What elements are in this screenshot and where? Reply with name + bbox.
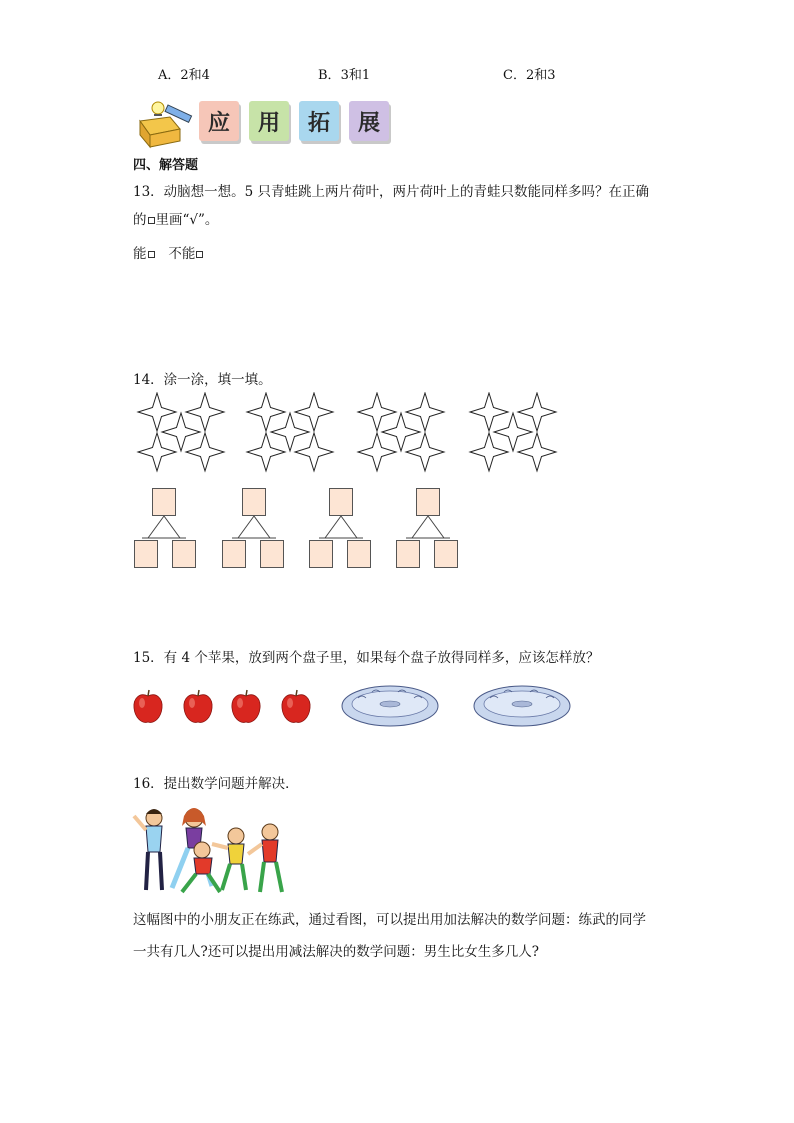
banner-char-2: 用 <box>249 101 289 141</box>
bond-part-box[interactable] <box>134 540 158 568</box>
option-a: A．2和4 <box>158 68 210 83</box>
q13-line2: 的 里画“√”。 <box>133 212 219 228</box>
bond-part-box[interactable] <box>172 540 196 568</box>
q15-text: 15．有 4 个苹果，放到两个盘子里，如果每个盘子放得同样多，应该怎样放？ <box>133 650 600 666</box>
q16-text: 16．提出数学问题并解决． <box>133 776 299 792</box>
answer-box-icon <box>148 217 155 224</box>
option-c: C．2和3 <box>503 68 556 83</box>
option-b: B．3和1 <box>318 68 371 83</box>
q16-para-line2: 一共有几人?还可以提出用减法解决的数学问题：男生比女生多几人? <box>133 944 539 960</box>
apples-plates-figure <box>130 680 580 730</box>
star-icon <box>494 413 532 451</box>
star-group-3 <box>358 393 444 471</box>
star-icon <box>382 413 420 451</box>
bond-total-box-2[interactable] <box>242 488 266 516</box>
bond-part-box[interactable] <box>260 540 284 568</box>
apple-icon <box>232 690 260 722</box>
star-icon <box>470 433 508 471</box>
star-group-4 <box>470 393 556 471</box>
bond-total-box-1[interactable] <box>152 488 176 516</box>
apple-icon <box>282 690 310 722</box>
star-icon <box>138 433 176 471</box>
banner-title <box>199 101 389 141</box>
banner-char-1: 应 <box>199 101 239 141</box>
star-icon <box>406 393 444 431</box>
toolbox-pencil-icon <box>134 99 198 151</box>
banner-char-4: 展 <box>349 101 389 141</box>
q16-para-line1: 这幅图中的小朋友正在练武，通过看图，可以提出用加法解决的数学问题：练武的同学 <box>133 912 646 928</box>
star-icon <box>162 413 200 451</box>
q13-choices: 能 不能 <box>133 244 204 264</box>
bond-part-box[interactable] <box>434 540 458 568</box>
star-group-1 <box>138 393 224 471</box>
bond-part-box[interactable] <box>309 540 333 568</box>
plate-icon <box>342 686 438 726</box>
checkbox-yes[interactable] <box>148 251 155 258</box>
star-icon <box>406 433 444 471</box>
star-icon <box>470 393 508 431</box>
star-icon <box>358 433 396 471</box>
star-icon <box>247 393 285 431</box>
q13-line1: 13．动脑想一想。5 只青蛙跳上两片荷叶，两片荷叶上的青蛙只数能同样多吗？在正确 <box>133 184 650 200</box>
star-icon <box>271 413 309 451</box>
star-icon <box>138 393 176 431</box>
star-icon <box>358 393 396 431</box>
section-title: 四、解答题 <box>133 158 199 173</box>
apple-icon <box>184 690 212 722</box>
number-bond-figure <box>130 486 470 572</box>
star-icon <box>247 433 285 471</box>
bond-part-box[interactable] <box>396 540 420 568</box>
q14-text: 14．涂一涂，填一填。 <box>133 372 272 388</box>
stars-figure <box>130 392 570 476</box>
star-icon <box>186 433 224 471</box>
martial-arts-kids-illustration <box>132 804 292 896</box>
checkbox-no[interactable] <box>196 251 203 258</box>
star-icon <box>518 433 556 471</box>
star-icon <box>295 433 333 471</box>
star-icon <box>295 393 333 431</box>
bond-total-box-3[interactable] <box>329 488 353 516</box>
star-icon <box>186 393 224 431</box>
plate-icon <box>474 686 570 726</box>
bond-total-box-4[interactable] <box>416 488 440 516</box>
apple-icon <box>134 690 162 722</box>
banner-char-3: 拓 <box>299 101 339 141</box>
bond-part-box[interactable] <box>222 540 246 568</box>
star-icon <box>518 393 556 431</box>
star-group-2 <box>247 393 333 471</box>
bond-part-box[interactable] <box>347 540 371 568</box>
